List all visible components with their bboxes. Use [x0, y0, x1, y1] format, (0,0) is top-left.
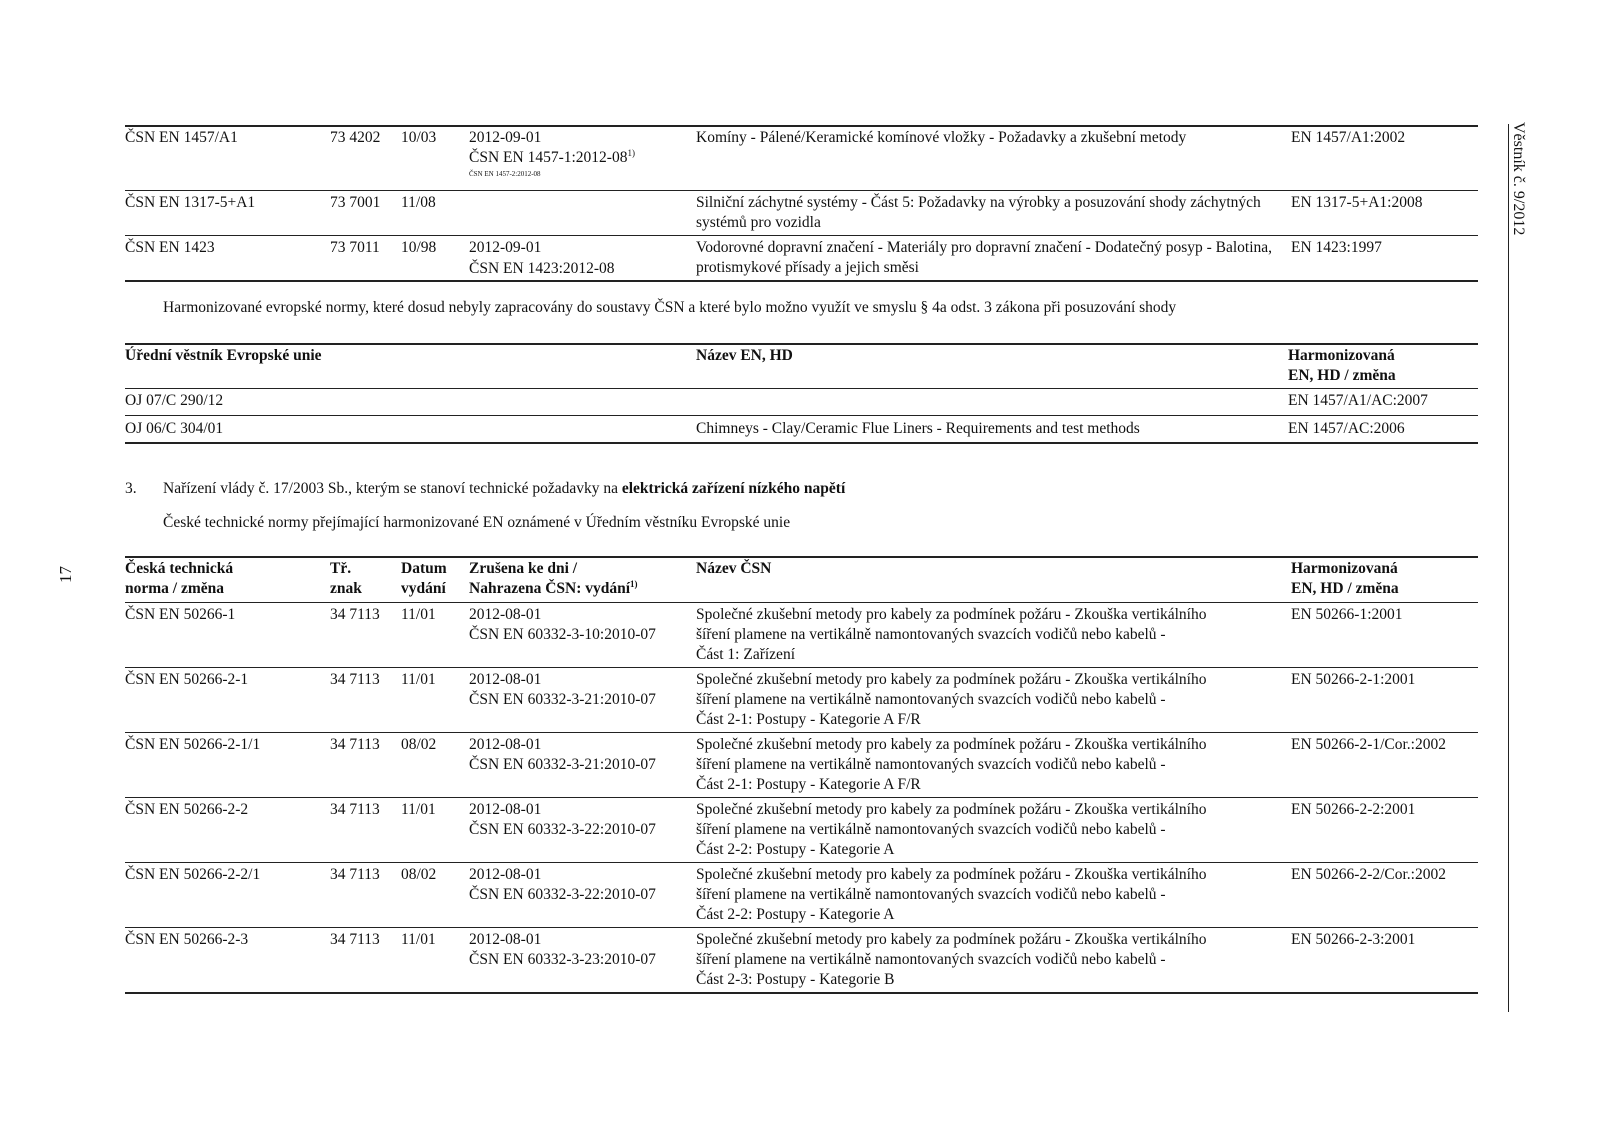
norm-title-line3: Část 1: Zařízení [696, 646, 795, 663]
footnote-ref: 1) [627, 147, 635, 158]
col-header-withdrawn: Zrušena ke dni / [469, 560, 578, 577]
right-margin-rule [1508, 124, 1509, 1012]
norm-title-line3: Část 2-1: Postupy - Kategorie A F/R [696, 711, 921, 728]
section-number: 3. [125, 480, 137, 497]
table3-bottom-rule [125, 992, 1478, 994]
table2-bottom-rule [125, 442, 1478, 444]
row-divider [125, 927, 1478, 928]
replacement-norm: ČSN EN 60332-3-10:2010-07 [469, 626, 656, 643]
table3-top-rule [125, 556, 1478, 558]
col-header-harmonized-sub: EN, HD / změna [1288, 367, 1396, 384]
col-header-title: Název ČSN [696, 560, 772, 577]
table1-bottom-rule [125, 280, 1478, 282]
harmonized-en: EN 1457/A1:2002 [1291, 129, 1406, 146]
norm-title-line2: šíření plamene na vertikálně namontovaných svazcích vodičů nebo kabelů - [696, 691, 1166, 708]
withdrawal-date: 2012-08-01 [469, 736, 542, 753]
norm-title: Silniční záchytné systémy - Část 5: Požadavky na výrobky a posuzování shody záchytných systémů pro vozidla [696, 194, 1261, 231]
row-divider [125, 602, 1478, 603]
col-header-withdrawn-sub-text: Nahrazena ČSN: vydání [469, 580, 631, 597]
class-code: 34 7113 [330, 866, 380, 883]
col-header-class-sub: znak [330, 580, 362, 597]
norm-code: ČSN EN 50266-2-3 [125, 931, 249, 948]
withdrawal-date: 2012-09-01 [469, 129, 542, 146]
table2-top-rule [125, 343, 1478, 345]
section-title-emphasis: elektrická zařízení nízkého napětí [621, 480, 846, 497]
harmonized-en: EN 50266-2-3:2001 [1291, 931, 1416, 948]
bulletin-issue-label: Věstník č. 9/2012 [1510, 122, 1527, 236]
col-header-journal: Úřední věstník Evropské unie [125, 347, 322, 364]
col-header-title: Název EN, HD [696, 347, 793, 364]
replacement-norm: ČSN EN 60332-3-21:2010-07 [469, 756, 656, 773]
class-code: 73 4202 [330, 129, 381, 146]
withdrawal-date: 2012-08-01 [469, 671, 542, 688]
class-code: 34 7113 [330, 736, 380, 753]
norm-title-line1: Společné zkušební metody pro kabely za podmínek požáru - Zkouška vertikálního [696, 931, 1207, 948]
issue-date: 10/03 [401, 129, 437, 146]
replacement-norm: ČSN EN 60332-3-22:2010-07 [469, 821, 656, 838]
row-divider [125, 388, 1478, 389]
norm-title-line3: Část 2-2: Postupy - Kategorie A [696, 841, 895, 858]
row-divider [125, 235, 1478, 236]
norm-title-line2: šíření plamene na vertikálně namontovaných svazcích vodičů nebo kabelů - [696, 756, 1166, 773]
norm-code: ČSN EN 1317-5+A1 [125, 194, 256, 211]
replacement-norm: ČSN EN 60332-3-21:2010-07 [469, 691, 656, 708]
row-divider [125, 190, 1478, 191]
col-header-harmonized-sub: EN, HD / změna [1291, 580, 1399, 597]
replacement-norm-text: ČSN EN 1457-1:2012-08 [469, 149, 628, 166]
footnote-ref: 1) [630, 578, 638, 589]
replacement-norm [469, 148, 635, 168]
issue-date: 10/98 [401, 239, 437, 256]
norm-title-line1: Společné zkušební metody pro kabely za podmínek požáru - Zkouška vertikálního [696, 736, 1207, 753]
norm-title: Vodorovné dopravní značení - Materiály pro dopravní značení - Dodatečný posyp - Balotina, protismykové přísady a jejich směsi [696, 239, 1273, 276]
class-code: 73 7001 [330, 194, 381, 211]
withdrawal-date: 2012-08-01 [469, 866, 542, 883]
norm-code: ČSN EN 50266-2-1 [125, 671, 249, 688]
row-divider [125, 415, 1478, 416]
issue-date: 11/01 [401, 801, 436, 818]
norm-title: Komíny - Pálené/Keramické komínové vložky - Požadavky a zkušební metody [696, 129, 1187, 146]
col-header-norm-sub: norma / změna [125, 580, 225, 597]
norm-title-line2: šíření plamene na vertikálně namontovaných svazcích vodičů nebo kabelů - [696, 886, 1166, 903]
norm-code: ČSN EN 50266-1 [125, 606, 236, 623]
norm-title-line2: šíření plamene na vertikálně namontovaných svazcích vodičů nebo kabelů - [696, 626, 1166, 643]
norm-code: ČSN EN 50266-2-2/1 [125, 866, 261, 883]
harmonized-en: EN 1457/A1/AC:2007 [1288, 392, 1428, 409]
replacement-norm-secondary: ČSN EN 1457-2:2012-08 [469, 170, 541, 178]
harmonized-en: EN 50266-2-2:2001 [1291, 801, 1416, 818]
replacement-norm: ČSN EN 1423:2012-08 [469, 260, 615, 277]
class-code: 34 7113 [330, 606, 380, 623]
col-header-norm: Česká technická [125, 560, 234, 577]
norm-title-line1: Společné zkušební metody pro kabely za podmínek požáru - Zkouška vertikálního [696, 801, 1207, 818]
page-number: 17 [56, 566, 75, 583]
norm-title-line3: Část 2-3: Postupy - Kategorie B [696, 971, 895, 988]
col-header-date: Datum [401, 560, 447, 577]
withdrawal-date: 2012-08-01 [469, 931, 542, 948]
row-divider [125, 862, 1478, 863]
issue-date: 11/08 [401, 194, 436, 211]
col-header-class: Tř. [330, 560, 352, 577]
class-code: 34 7113 [330, 671, 380, 688]
issue-date: 08/02 [401, 736, 437, 753]
norm-code: ČSN EN 50266-2-2 [125, 801, 249, 818]
row-divider [125, 797, 1478, 798]
row-divider [125, 667, 1478, 668]
harmonized-en: EN 50266-1:2001 [1291, 606, 1403, 623]
replacement-norm: ČSN EN 60332-3-23:2010-07 [469, 951, 656, 968]
norm-title-line1: Společné zkušební metody pro kabely za podmínek požáru - Zkouška vertikálního [696, 866, 1207, 883]
section-title [163, 479, 845, 499]
issue-date: 11/01 [401, 671, 436, 688]
norm-code: ČSN EN 1423 [125, 239, 215, 256]
norm-title-line3: Část 2-2: Postupy - Kategorie A [696, 906, 895, 923]
section-title-text: Nařízení vlády č. 17/2003 Sb., kterým se stanoví technické požadavky na [163, 480, 622, 497]
harmonized-en: EN 1317-5+A1:2008 [1291, 194, 1423, 211]
col-header-withdrawn-sub [469, 579, 638, 599]
class-code: 73 7011 [330, 239, 380, 256]
col-header-harmonized: Harmonizovaná [1288, 347, 1395, 364]
harmonized-en: EN 1457/AC:2006 [1288, 420, 1405, 437]
issue-date: 11/01 [401, 606, 436, 623]
norm-title-line1: Společné zkušební metody pro kabely za podmínek požáru - Zkouška vertikálního [696, 671, 1207, 688]
harmonized-en: EN 1423:1997 [1291, 239, 1382, 256]
withdrawal-date: 2012-08-01 [469, 801, 542, 818]
norm-code: ČSN EN 1457/A1 [125, 129, 238, 146]
withdrawal-date: 2012-08-01 [469, 606, 542, 623]
harmonized-en: EN 50266-2-1/Cor.:2002 [1291, 736, 1446, 753]
table1-top-rule [125, 125, 1478, 127]
withdrawal-date: 2012-09-01 [469, 239, 542, 256]
class-code: 34 7113 [330, 801, 380, 818]
en-title: Chimneys - Clay/Ceramic Flue Liners - Requirements and test methods [696, 420, 1140, 437]
class-code: 34 7113 [330, 931, 380, 948]
harmonized-en: EN 50266-2-1:2001 [1291, 671, 1416, 688]
section-subtitle: České technické normy přejímající harmonizované EN oznámené v Úředním věstníku Evropské unie [163, 514, 791, 531]
norm-code: ČSN EN 50266-2-1/1 [125, 736, 261, 753]
norm-title-line1: Společné zkušební metody pro kabely za podmínek požáru - Zkouška vertikálního [696, 606, 1207, 623]
journal-ref: OJ 06/C 304/01 [125, 420, 224, 437]
norm-title-line3: Část 2-1: Postupy - Kategorie A F/R [696, 776, 921, 793]
journal-ref: OJ 07/C 290/12 [125, 392, 224, 409]
col-header-date-sub: vydání [401, 580, 446, 597]
harmonized-note: Harmonizované evropské normy, které dosud nebyly zapracovány do soustavy ČSN a které bylo možno využít ve smyslu § 4a odst. 3 zákona při posuzování shody [163, 299, 1177, 316]
harmonized-en: EN 50266-2-2/Cor.:2002 [1291, 866, 1446, 883]
issue-date: 08/02 [401, 866, 437, 883]
row-divider [125, 732, 1478, 733]
replacement-norm: ČSN EN 60332-3-22:2010-07 [469, 886, 656, 903]
col-header-harmonized: Harmonizovaná [1291, 560, 1398, 577]
issue-date: 11/01 [401, 931, 436, 948]
norm-title-line2: šíření plamene na vertikálně namontovaných svazcích vodičů nebo kabelů - [696, 951, 1166, 968]
norm-title-line2: šíření plamene na vertikálně namontovaných svazcích vodičů nebo kabelů - [696, 821, 1166, 838]
